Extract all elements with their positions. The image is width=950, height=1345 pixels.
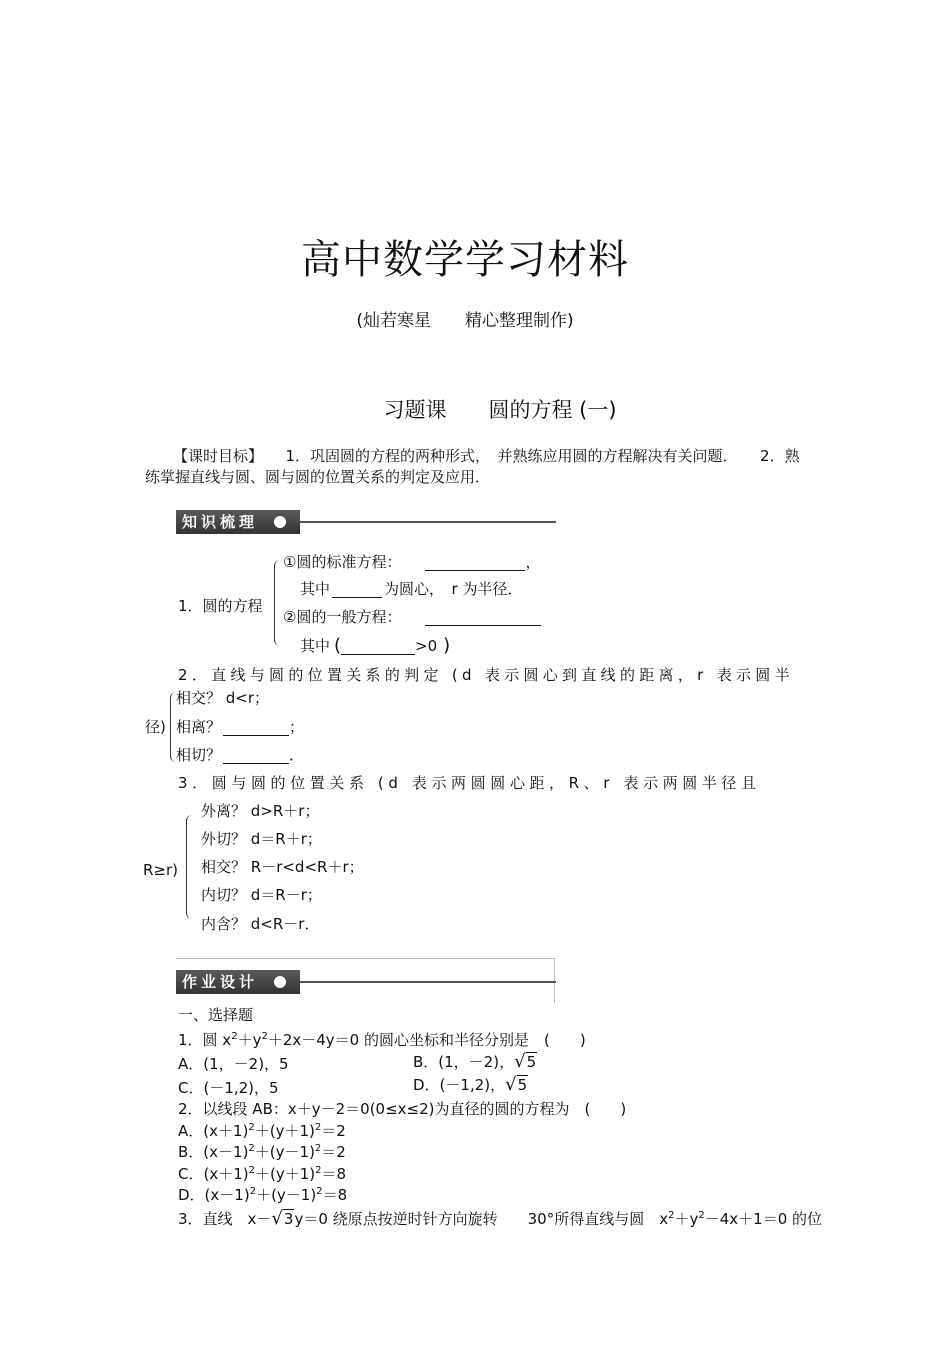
center-blank[interactable] [332,597,382,598]
item1-brace-icon [274,560,283,646]
banner-dot-icon [274,516,286,528]
standard-where: 其中 为圆心， r 为半径． [300,580,523,598]
external-tangent-case: 外切？ d＝R＋r； [201,830,322,848]
lesson-title: 习题课 圆的方程 (一) [383,398,617,422]
q1-option-c[interactable]: C．(－1,2)，5 [178,1079,279,1097]
q2-option-c[interactable]: C．$(x+1)^2+(y+1)^2=8$ [178,1165,347,1183]
question-3: 3．直线 x－√3y＝0 绕原点按逆时针方向旋转 30°所得直线与圆 $x^2+y^2-4x+1=0$ 的位 [178,1208,823,1229]
standard-equation-label: ①圆的标准方程： ， [283,553,541,571]
question-2: 2．以线段 AB：x＋y－2＝0(0≤x≤2)为直径的圆的方程为 ( ) [178,1100,627,1118]
section-heading: 一、选择题 [178,1006,254,1024]
objective-line-2: 练掌握直线与圆、圆与圆的位置关系的判定及应用． [145,468,491,486]
contained-case: 内含？ d<R－r． [201,915,320,933]
separate-blank[interactable] [223,735,289,736]
knowledge-banner-label: 知识梳理 [176,510,300,534]
sqrt-icon: √5 [514,1051,537,1072]
circle-equation-label: 1．圆的方程 [178,597,263,615]
tangent-case: 相切？ ． [176,746,305,764]
general-where: 其中 ( >0 ) [300,635,451,656]
homework-banner-label: 作业设计 [176,970,300,994]
tangent-blank[interactable] [223,763,289,764]
q2-option-b[interactable]: B．$(x-1)^2+(y-1)^2=2$ [178,1143,346,1161]
intersect-circles-case: 相交？ R－r<d<R＋r； [201,858,364,876]
circle-circle-lead: R≥r) [143,861,179,879]
circle-circle-heading: 3．圆与圆的位置关系 (d 表示两圆圆心距，R、r 表示两圆半径且 [178,774,761,792]
item3-brace-icon [186,815,195,919]
q1-option-b[interactable]: B．(1，－2)，√5 [413,1051,537,1072]
sqrt-icon: √5 [505,1074,528,1095]
document-subtitle: (灿若寒星 精心整理制作) [356,311,574,331]
homework-banner [176,970,556,994]
intersect-case: 相交？ d<r； [176,689,270,707]
general-equation-label: ②圆的一般方程： [283,608,541,626]
q2-option-d[interactable]: D．$(x-1)^2+(y-1)^2=8$ [178,1186,348,1204]
sqrt-icon: √3 [271,1208,294,1229]
question-1: 1．圆 $x^2+y^2+2x-4y=0$ 的圆心坐标和半径分别是 ( ) [178,1031,586,1049]
document-title: 高中数学学习材料 [301,237,629,283]
general-equation-blank[interactable] [425,625,541,626]
banner-rule [300,981,556,983]
standard-equation-blank[interactable] [425,570,525,571]
condition-blank[interactable] [341,654,415,655]
line-circle-lead: 径) [145,718,166,736]
external-separate-case: 外离？ d>R＋r； [201,802,320,820]
separate-case: 相离？ ； [176,718,305,736]
objective-line-1: 【课时目标】 1．巩固圆的方程的两种形式， 并熟练应用圆的方程解决有关问题． 2．熟 [173,447,800,465]
line-circle-heading: 2．直线与圆的位置关系的判定 (d 表示圆心到直线的距离，r 表示圆半 [178,666,794,684]
q2-option-a[interactable]: A．$(x+1)^2+(y+1)^2=2$ [178,1122,346,1140]
banner-rule [300,521,556,523]
q1-option-d[interactable]: D．(－1,2)，√5 [413,1074,528,1095]
knowledge-banner [176,510,556,534]
banner-dot-icon [274,976,286,988]
internal-tangent-case: 内切？ d＝R－r； [201,886,322,904]
q1-option-a[interactable]: A．(1，－2)，5 [178,1055,289,1073]
